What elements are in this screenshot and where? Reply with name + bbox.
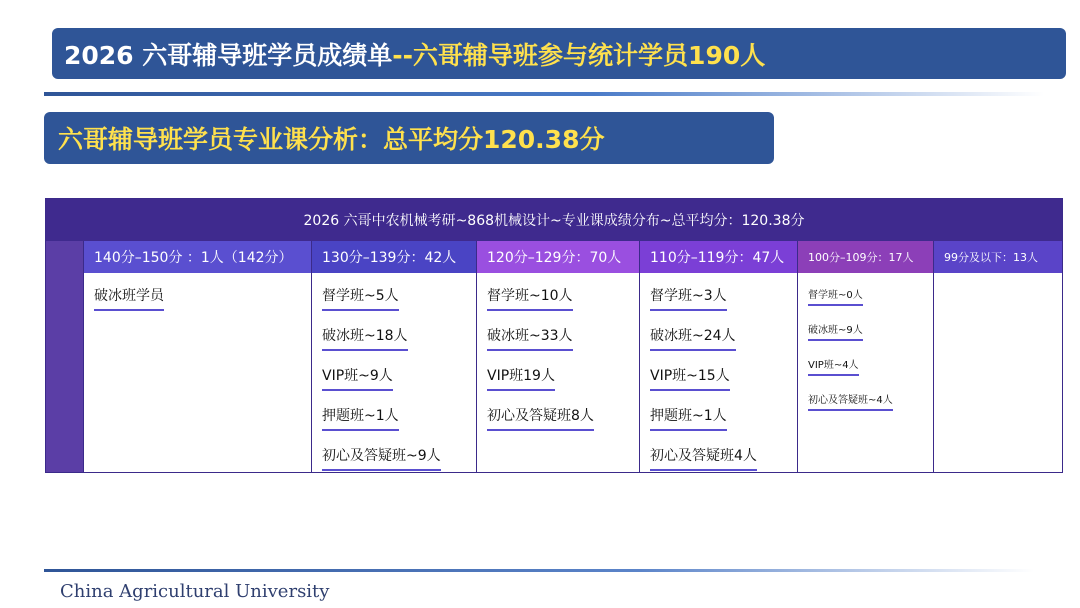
column-header: 110分–119分：47人 (640, 241, 797, 273)
class-item: 督学班~0人 (808, 286, 863, 306)
column-header: 120分–129分：70人 (477, 241, 639, 273)
class-item: VIP班19人 (487, 365, 555, 391)
column-header: 140分–150分 ：1人（142分） (84, 241, 311, 273)
column-header: 99分及以下：13人 (934, 241, 1063, 273)
title-banner (52, 28, 1066, 79)
class-item: 初心及答疑班~4人 (808, 391, 893, 411)
column-99-below (933, 241, 1063, 473)
column-header: 100分–109分：17人 (798, 241, 933, 273)
subtitle-banner: 六哥辅导班学员专业课分析：总平均分120.38分 (44, 112, 774, 164)
class-item: 破冰班学员 (94, 285, 164, 311)
class-item: 督学班~5人 (322, 285, 399, 311)
class-item: VIP班~9人 (322, 365, 393, 391)
class-item: 押题班~1人 (322, 405, 399, 431)
title-highlight: --六哥辅导班参与统计学员190人 (392, 40, 766, 70)
column-100-109 (797, 241, 933, 473)
class-item: 破冰班~9人 (808, 321, 863, 341)
class-item: 督学班~3人 (650, 285, 727, 311)
column-110-119 (639, 241, 797, 473)
table-title: 2026 六哥中农机械考研~868机械设计~专业课成绩分布~总平均分：120.38分 (46, 199, 1062, 241)
column-140-150 (83, 241, 311, 473)
bottom-divider (44, 569, 1034, 572)
score-distribution-table (45, 198, 1063, 473)
class-item: 初心及答疑班4人 (650, 445, 757, 471)
footer-university: China Agricultural University (60, 581, 330, 602)
class-item: 初心及答疑班8人 (487, 405, 594, 431)
class-item: 破冰班~18人 (322, 325, 408, 351)
class-item: 督学班~10人 (487, 285, 573, 311)
class-item: VIP班~4人 (808, 356, 859, 376)
top-divider (44, 92, 1044, 96)
title-main: 2026 六哥辅导班学员成绩单 (64, 40, 393, 70)
class-item: 破冰班~24人 (650, 325, 736, 351)
column-header: 130分–139分：42人 (312, 241, 476, 273)
class-item: VIP班~15人 (650, 365, 730, 391)
table-left-strip (46, 241, 83, 473)
class-item: 押题班~1人 (650, 405, 727, 431)
column-120-129 (476, 241, 639, 473)
column-130-139 (311, 241, 476, 473)
class-item: 破冰班~33人 (487, 325, 573, 351)
class-item: 初心及答疑班~9人 (322, 445, 441, 471)
